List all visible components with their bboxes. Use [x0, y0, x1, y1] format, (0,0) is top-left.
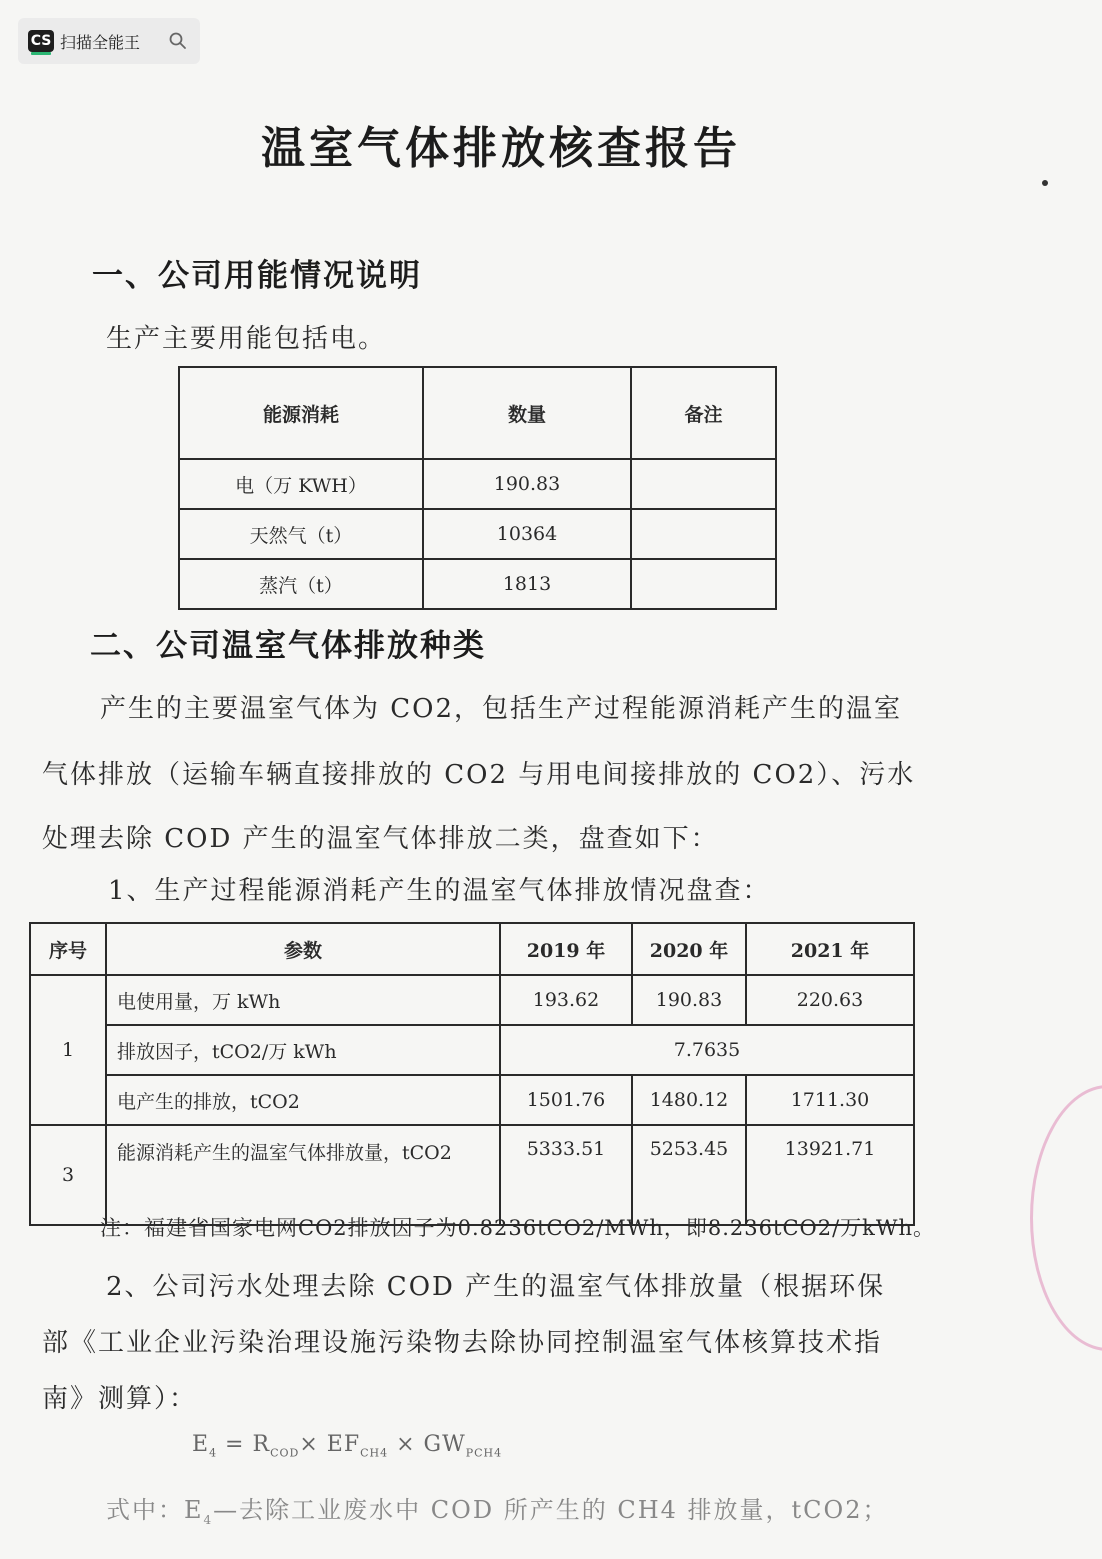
cell-2021: 220.63	[746, 975, 914, 1025]
formula-r: R	[252, 1432, 271, 1457]
table-row	[30, 1075, 914, 1125]
formula-ef: EF	[326, 1432, 361, 1457]
cell-remark	[631, 559, 776, 609]
header-energy: 能源消耗	[179, 367, 423, 459]
cell-param: 排放因子，tCO2/万 kWh	[106, 1025, 500, 1075]
app-name: 扫描全能王	[60, 32, 141, 52]
official-stamp	[1030, 1085, 1102, 1351]
cell-quantity: 190.83	[423, 459, 631, 509]
cell-remark	[631, 459, 776, 509]
formula-gw-sub: PCH4	[465, 1446, 503, 1460]
cell-param: 电使用量，万 kWh	[106, 975, 500, 1025]
formula-e: E	[192, 1432, 210, 1457]
definition-text: —去除工业废水中 COD 所产生的 CH4 排放量，tCO2；	[213, 1496, 889, 1524]
emission-table-header	[30, 923, 914, 975]
formula-e-sub: 4	[209, 1446, 218, 1460]
header-quantity: 数量	[423, 367, 631, 459]
cell-2020: 1480.12	[632, 1075, 746, 1125]
cell-2020: 5253.45	[632, 1125, 746, 1225]
table-row	[30, 975, 914, 1025]
header-remark: 备注	[631, 367, 776, 459]
section2-para-line2: 气体排放（运输车辆直接排放的 CO2 与用电间接排放的 CO2）、污水	[42, 760, 916, 790]
cell-2020: 190.83	[632, 975, 746, 1025]
cell-2019: 5333.51	[500, 1125, 632, 1225]
app-logo: CS	[28, 30, 54, 52]
cell-param: 电产生的排放，tCO2	[106, 1075, 500, 1125]
cell-quantity: 10364	[423, 509, 631, 559]
header-2021: 2021 年	[746, 923, 914, 975]
cell-energy: 电（万 KWH）	[179, 459, 423, 509]
formula-eq: =	[217, 1432, 253, 1457]
app-badge[interactable]	[18, 18, 200, 64]
header-2020: 2020 年	[632, 923, 746, 975]
energy-table-header	[179, 367, 776, 459]
cell-2019: 1501.76	[500, 1075, 632, 1125]
formula-times-2: ×	[396, 1432, 416, 1457]
cell-remark	[631, 509, 776, 559]
search-icon[interactable]	[168, 31, 188, 51]
header-no: 序号	[30, 923, 106, 975]
cell-2021: 13921.71	[746, 1125, 914, 1225]
formula-ef-sub: CH4	[360, 1446, 389, 1460]
cell-2019: 193.62	[500, 975, 632, 1025]
section2-para-line3: 处理去除 COD 产生的温室气体排放二类，盘查如下：	[42, 824, 719, 854]
table-row	[30, 1025, 914, 1075]
header-param: 参数	[106, 923, 500, 975]
energy-table	[178, 366, 777, 610]
cell-energy: 天然气（t）	[179, 509, 423, 559]
cell-merged-factor: 7.7635	[500, 1025, 914, 1075]
header-2019: 2019 年	[500, 923, 632, 975]
table-row	[179, 459, 776, 509]
cell-2021: 1711.30	[746, 1075, 914, 1125]
subsection2-line3: 南》测算）：	[42, 1384, 198, 1414]
section1-intro: 生产主要用能包括电。	[106, 324, 387, 354]
formula-times-1: ×	[299, 1432, 319, 1457]
table-row	[30, 1125, 914, 1225]
formula-gw: GW	[423, 1432, 466, 1457]
cell-no: 1	[30, 975, 106, 1125]
formula	[192, 1432, 502, 1459]
cell-energy: 蒸汽（t）	[179, 559, 423, 609]
table-row	[179, 559, 776, 609]
formula-definition	[106, 1490, 888, 1527]
cell-quantity: 1813	[423, 559, 631, 609]
page-title: 温室气体排放核查报告	[261, 123, 741, 174]
cell-no: 3	[30, 1125, 106, 1225]
subsection2-line2: 部《工业企业污染治理设施污染物去除协同控制温室气体核算技术指	[42, 1328, 883, 1358]
emission-table	[29, 922, 915, 1226]
definition-prefix: 式中：E	[106, 1496, 204, 1524]
subsection1-heading: 1、生产过程能源消耗产生的温室气体排放情况盘查：	[108, 876, 771, 906]
formula-r-sub: COD	[270, 1446, 300, 1460]
cell-param: 能源消耗产生的温室气体排放量，tCO2	[106, 1125, 500, 1225]
table-row	[179, 509, 776, 559]
section2-para-line1: 产生的主要温室气体为 CO2，包括生产过程能源消耗产生的温室	[100, 694, 903, 724]
section1-heading: 一、公司用能情况说明	[92, 258, 422, 294]
table-note: 注：福建省国家电网CO2排放因子为0.8236tCO2/MWh，即8.236tCO2/万kWh。	[100, 1216, 936, 1240]
definition-sub: 4	[203, 1512, 214, 1527]
speck	[1042, 180, 1048, 186]
section2-heading: 二、公司温室气体排放种类	[90, 628, 486, 664]
subsection2-line1: 2、公司污水处理去除 COD 产生的温室气体排放量（根据环保	[106, 1272, 886, 1302]
